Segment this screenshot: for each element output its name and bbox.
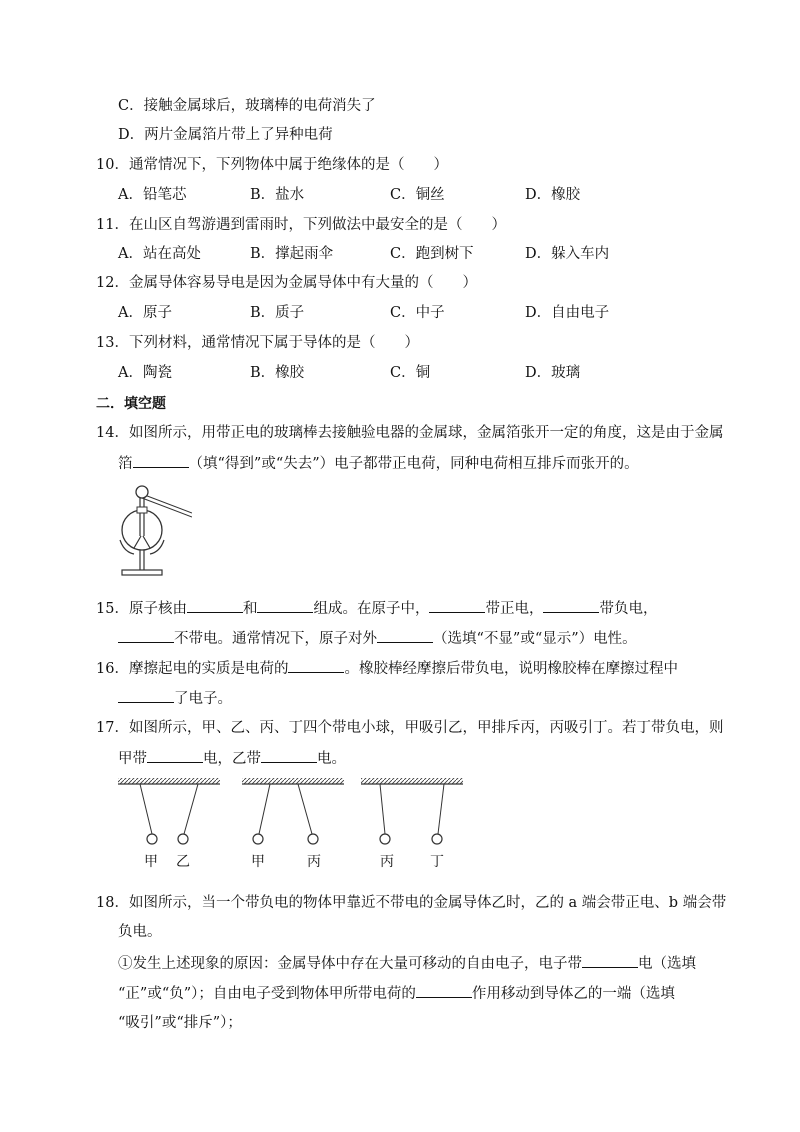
q11-option-c: C．跑到树下 [390,246,474,262]
section-title-fill-in: 二．填空题 [96,396,166,412]
q10-option-c: C．铜丝 [390,187,445,203]
q18-blank-2[interactable] [416,983,472,998]
q10-option-d: D．橡胶 [525,187,581,203]
electroscope-figure [112,478,192,578]
q14-line-2 [118,453,639,474]
q16-line-2 [118,688,232,709]
label-ding: 丁 [430,854,444,870]
q18-line-1: 18．如图所示，当一个带负电的物体甲靠近不带电的金属导体乙时，乙的 a 端会带正电、b 端会带 [96,895,727,911]
label-bing-2: 丙 [380,854,394,870]
q15-text-g: （选填“不显”或“显示”）电性。 [433,631,637,647]
q15-text-c: 组成。在原子中， [313,601,430,617]
q14-text-a: 箔 [118,456,133,472]
label-jia-2: 甲 [251,854,265,870]
ball-bing-2 [380,834,390,844]
label-jia-1: 甲 [144,854,158,870]
q18-line-4 [118,983,675,1004]
q15-blank-4[interactable] [543,598,599,613]
q10-option-b: B．盐水 [250,187,305,203]
q17-text-c: 电。 [317,751,346,767]
ball-jia-1 [147,834,157,844]
q18-text-d: 作用移动到导体乙的一端（选填 [471,986,675,1002]
q15-blank-6[interactable] [377,628,433,643]
q18-text-c: “正”或“负”）；自由电子受到物体甲所带电荷的 [118,986,416,1002]
q15-blank-3[interactable] [429,598,485,613]
q13-stem: 13．下列材料，通常情况下属于导体的是（ ） [96,335,419,351]
q15-text-d: 带正电， [485,601,544,617]
q15-text-b: 和 [242,601,258,617]
q12-stem: 12．金属导体容易导电是因为金属导体中有大量的（ ） [96,275,477,291]
q15-line-2 [118,628,637,649]
q17-text-b: 电，乙带 [203,751,261,767]
q16-text-b: 。橡胶棒经摩擦后带负电，说明橡胶棒在摩擦过程中 [344,661,678,677]
q15-text-f: 不带电。通常情况下，原子对外 [174,631,377,647]
q10-option-a: A．铅笔芯 [118,187,187,203]
ball-jia-2 [253,834,263,844]
q12-option-c: C．中子 [390,305,445,321]
q14-text-b: （填“得到”或“失去”）电子都带正电荷，同种电荷相互排斥而张开的。 [188,456,639,472]
q9-option-c: C．接触金属球后，玻璃棒的电荷消失了 [118,98,376,114]
q15-blank-5[interactable] [118,628,174,643]
q16-line-1 [96,658,678,679]
q18-text-a: ①发生上述现象的原因：金属导体中存在大量可移动的自由电子，电子带 [118,956,582,972]
q11-option-d: D．躲入车内 [525,246,610,262]
q14-blank[interactable] [133,453,189,468]
q18-line-3 [118,953,696,974]
q18-line-2: 负电。 [118,924,162,940]
q15-text-a: 15．原子核由 [96,601,187,617]
hanging-balls-figure [112,776,472,872]
ceiling-2 [242,778,344,784]
q16-blank-2[interactable] [118,688,174,703]
q11-stem: 11．在山区自驾游遇到雷雨时，下列做法中最安全的是（ ） [96,217,506,233]
q17-blank-1[interactable] [147,748,203,763]
q16-text-c: 了电子。 [174,691,232,707]
q17-blank-2[interactable] [261,748,317,763]
q18-text-b: 电（选填 [638,956,696,972]
q11-option-a: A．站在高处 [118,246,201,262]
label-yi: 乙 [176,854,190,870]
q11-option-b: B．撑起雨伞 [250,246,334,262]
q15-text-e: 带负电， [599,601,658,617]
ceiling-1 [118,778,220,784]
q18-line-5: “吸引”或“排斥”）； [118,1015,242,1031]
ball-ding [432,834,442,844]
q15-blank-2[interactable] [257,598,313,613]
q13-option-d: D．玻璃 [525,365,581,381]
q18-blank-1[interactable] [582,953,638,968]
q13-option-b: B．橡胶 [250,365,305,381]
q9-option-d: D．两片金属箔片带上了异种电荷 [118,127,333,143]
q12-option-d: D．自由电子 [525,305,610,321]
q16-blank-1[interactable] [288,658,344,673]
ball-bing-1 [308,834,318,844]
q15-line-1 [96,598,657,619]
q17-line-1: 17．如图所示，甲、乙、丙、丁四个带电小球，甲吸引乙，甲排斥丙，丙吸引丁。若丁带负电，则 [96,720,724,736]
q15-blank-1[interactable] [187,598,243,613]
q14-line-1: 14．如图所示，用带正电的玻璃棒去接触验电器的金属球，金属箔张开一定的角度，这是由于金属 [96,425,724,441]
q10-stem: 10．通常情况下，下列物体中属于绝缘体的是（ ） [96,157,448,173]
ceiling-3 [361,778,463,784]
q13-option-a: A．陶瓷 [118,365,172,381]
q17-line-2 [118,748,346,769]
q12-option-a: A．原子 [118,305,172,321]
q12-option-b: B．质子 [250,305,305,321]
q13-option-c: C．铜 [390,365,431,381]
ball-yi [178,834,188,844]
q17-text-a: 甲带 [118,751,147,767]
q16-text-a: 16．摩擦起电的实质是电荷的 [96,661,289,677]
label-bing-1: 丙 [307,854,321,870]
